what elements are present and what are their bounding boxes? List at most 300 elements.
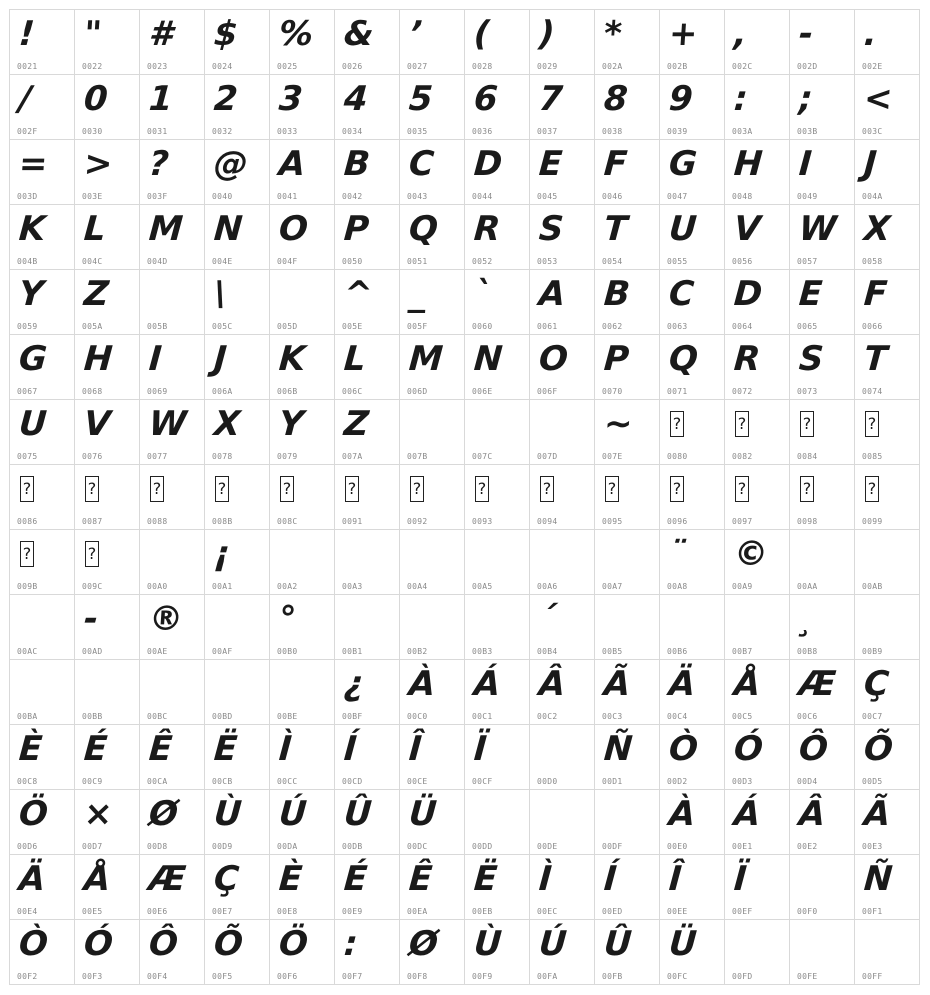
glyph-char: R xyxy=(472,209,502,249)
glyph-char: P xyxy=(602,339,631,379)
glyph-codepoint: 00E6 xyxy=(147,907,168,916)
glyph-cell xyxy=(205,140,270,205)
glyph-cell xyxy=(725,725,790,790)
missing-glyph-box xyxy=(85,469,99,509)
glyph-char: O xyxy=(277,209,310,249)
glyph-codepoint: 00AA xyxy=(797,582,818,591)
glyph-cell xyxy=(335,400,400,465)
glyph-codepoint: 0051 xyxy=(407,257,428,266)
glyph-char: Ö xyxy=(17,794,50,834)
glyph-cell xyxy=(660,790,725,855)
glyph-codepoint: 0064 xyxy=(732,322,753,331)
glyph-cell xyxy=(400,205,465,270)
glyph-char: V xyxy=(82,404,112,444)
glyph-cell xyxy=(400,140,465,205)
glyph-codepoint: 0067 xyxy=(17,387,38,396)
glyph-cell xyxy=(595,335,660,400)
glyph-char: I xyxy=(147,339,164,379)
glyph-codepoint: 002E xyxy=(862,62,883,71)
glyph-codepoint: 0043 xyxy=(407,192,428,201)
glyph-codepoint: 006C xyxy=(342,387,363,396)
glyph-codepoint: 0068 xyxy=(82,387,103,396)
glyph-cell xyxy=(400,595,465,660)
missing-glyph-box xyxy=(215,469,229,509)
glyph-codepoint: 0088 xyxy=(147,517,168,526)
glyph-codepoint: 00AC xyxy=(17,647,38,656)
glyph-cell xyxy=(530,790,595,855)
glyph-cell xyxy=(660,465,725,530)
glyph-cell xyxy=(10,530,75,595)
glyph-cell xyxy=(10,465,75,530)
glyph-cell xyxy=(465,75,530,140)
glyph-codepoint: 00FD xyxy=(732,972,753,981)
glyph-codepoint: 0039 xyxy=(667,127,688,136)
glyph-codepoint: 0042 xyxy=(342,192,363,201)
glyph-cell xyxy=(205,725,270,790)
glyph-char: 1 xyxy=(147,79,175,119)
glyph-cell xyxy=(855,595,920,660)
glyph-char: ´ xyxy=(537,599,558,639)
glyph-codepoint: 00D4 xyxy=(797,777,818,786)
glyph-char: H xyxy=(732,144,764,184)
glyph-cell xyxy=(10,660,75,725)
glyph-codepoint: 008C xyxy=(277,517,298,526)
glyph-char: M xyxy=(407,339,445,379)
glyph-char: S xyxy=(537,209,565,249)
glyph-cell xyxy=(465,335,530,400)
glyph-cell xyxy=(725,790,790,855)
glyph-cell xyxy=(205,205,270,270)
glyph-char: > xyxy=(82,144,114,184)
glyph-cell xyxy=(270,530,335,595)
missing-glyph-box xyxy=(20,469,34,509)
glyph-char: U xyxy=(667,209,699,249)
glyph-codepoint: 0038 xyxy=(602,127,623,136)
glyph-codepoint: 00B2 xyxy=(407,647,428,656)
glyph-cell xyxy=(660,595,725,660)
glyph-cell xyxy=(10,10,75,75)
glyph-cell xyxy=(335,595,400,660)
glyph-char: T xyxy=(862,339,889,379)
glyph-char: Í xyxy=(342,729,359,769)
glyph-char: ’ xyxy=(407,14,424,54)
glyph-cell xyxy=(660,205,725,270)
glyph-cell xyxy=(205,855,270,920)
glyph-cell xyxy=(465,595,530,660)
glyph-cell xyxy=(790,855,855,920)
glyph-char: Ú xyxy=(277,794,309,834)
glyph-codepoint: 0060 xyxy=(472,322,493,331)
glyph-cell xyxy=(530,530,595,595)
glyph-char: L xyxy=(82,209,108,249)
glyph-cell xyxy=(75,855,140,920)
glyph-codepoint: 00EB xyxy=(472,907,493,916)
glyph-codepoint: 00A3 xyxy=(342,582,363,591)
glyph-codepoint: 0028 xyxy=(472,62,493,71)
glyph-char: 4 xyxy=(342,79,370,119)
glyph-char: P xyxy=(342,209,371,249)
glyph-char: Ã xyxy=(602,664,632,704)
glyph-codepoint: 00FC xyxy=(667,972,688,981)
glyph-cell xyxy=(140,725,205,790)
glyph-codepoint: 00D2 xyxy=(667,777,688,786)
glyph-cell xyxy=(595,530,660,595)
glyph-char: ¿ xyxy=(342,664,366,704)
glyph-cell xyxy=(790,205,855,270)
glyph-char: © xyxy=(732,534,770,574)
glyph-cell xyxy=(465,270,530,335)
glyph-codepoint: 0093 xyxy=(472,517,493,526)
glyph-char: + xyxy=(667,14,699,54)
glyph-codepoint: 002C xyxy=(732,62,753,71)
glyph-char: ¡ xyxy=(212,534,231,574)
glyph-char: - xyxy=(82,599,100,639)
glyph-cell xyxy=(790,10,855,75)
glyph-codepoint: 005E xyxy=(342,322,363,331)
glyph-char: Ô xyxy=(147,924,180,964)
glyph-cell xyxy=(790,660,855,725)
glyph-codepoint: 005F xyxy=(407,322,428,331)
glyph-codepoint: 00C7 xyxy=(862,712,883,721)
glyph-char: ? xyxy=(147,144,171,184)
glyph-codepoint: 006F xyxy=(537,387,558,396)
glyph-codepoint: 006D xyxy=(407,387,428,396)
glyph-char: N xyxy=(472,339,504,379)
glyph-cell xyxy=(270,75,335,140)
glyph-cell xyxy=(595,920,660,985)
glyph-codepoint: 00C3 xyxy=(602,712,623,721)
glyph-codepoint: 003C xyxy=(862,127,883,136)
glyph-cell xyxy=(205,400,270,465)
glyph-cell xyxy=(530,140,595,205)
glyph-codepoint: 0094 xyxy=(537,517,558,526)
glyph-char: Q xyxy=(407,209,440,249)
glyph-cell xyxy=(595,140,660,205)
glyph-codepoint: 00A5 xyxy=(472,582,493,591)
glyph-char: J xyxy=(212,339,229,379)
glyph-codepoint: 00B4 xyxy=(537,647,558,656)
glyph-cell xyxy=(595,205,660,270)
missing-glyph-box xyxy=(475,469,489,509)
glyph-codepoint: 00C2 xyxy=(537,712,558,721)
glyph-char: N xyxy=(212,209,244,249)
glyph-codepoint: 00D9 xyxy=(212,842,233,851)
glyph-cell xyxy=(140,920,205,985)
glyph-codepoint: 00ED xyxy=(602,907,623,916)
missing-glyph-box xyxy=(150,469,164,509)
glyph-char: < xyxy=(862,79,894,119)
glyph-codepoint: 003F xyxy=(147,192,168,201)
glyph-cell xyxy=(400,725,465,790)
glyph-char: Ì xyxy=(277,729,294,769)
glyph-char: B xyxy=(342,144,372,184)
glyph-codepoint: 00CC xyxy=(277,777,298,786)
glyph-char: _ xyxy=(407,274,428,314)
glyph-char: : xyxy=(732,79,750,119)
glyph-codepoint: 0087 xyxy=(82,517,103,526)
glyph-char: Ê xyxy=(147,729,174,769)
glyph-codepoint: 0061 xyxy=(537,322,558,331)
glyph-codepoint: 005D xyxy=(277,322,298,331)
glyph-codepoint: 00D1 xyxy=(602,777,623,786)
glyph-cell xyxy=(335,530,400,595)
glyph-char: Q xyxy=(667,339,700,379)
glyph-codepoint: 0048 xyxy=(732,192,753,201)
glyph-codepoint: 00E7 xyxy=(212,907,233,916)
glyph-codepoint: 0024 xyxy=(212,62,233,71)
glyph-char: Å xyxy=(732,664,762,704)
glyph-codepoint: 0095 xyxy=(602,517,623,526)
glyph-cell xyxy=(855,465,920,530)
glyph-char: Ä xyxy=(17,859,47,899)
glyph-codepoint: 0099 xyxy=(862,517,883,526)
missing-glyph-box xyxy=(540,469,554,509)
glyph-char: L xyxy=(342,339,368,379)
glyph-codepoint: 00C1 xyxy=(472,712,493,721)
glyph-cell xyxy=(725,530,790,595)
glyph-char: C xyxy=(667,274,696,314)
glyph-cell xyxy=(530,660,595,725)
glyph-codepoint: 00F8 xyxy=(407,972,428,981)
glyph-cell xyxy=(205,270,270,335)
glyph-char: Ò xyxy=(17,924,50,964)
glyph-char: Î xyxy=(667,859,684,899)
glyph-cell xyxy=(660,530,725,595)
glyph-cell xyxy=(465,920,530,985)
glyph-char: À xyxy=(667,794,697,834)
glyph-codepoint: 00B1 xyxy=(342,647,363,656)
glyph-cell xyxy=(725,75,790,140)
glyph-char: Ù xyxy=(472,924,504,964)
glyph-cell xyxy=(400,270,465,335)
glyph-codepoint: 0065 xyxy=(797,322,818,331)
glyph-cell xyxy=(855,400,920,465)
glyph-codepoint: 00D5 xyxy=(862,777,883,786)
glyph-codepoint: 00CF xyxy=(472,777,493,786)
glyph-char: ® xyxy=(147,599,185,639)
glyph-char: 2 xyxy=(212,79,240,119)
glyph-char: J xyxy=(862,144,879,184)
glyph-codepoint: 006A xyxy=(212,387,233,396)
glyph-cell xyxy=(140,790,205,855)
glyph-cell xyxy=(205,790,270,855)
glyph-char: Y xyxy=(17,274,46,314)
glyph-char: ` xyxy=(472,274,493,314)
glyph-cell xyxy=(140,400,205,465)
glyph-char: T xyxy=(602,209,629,249)
glyph-cell xyxy=(660,10,725,75)
glyph-char: K xyxy=(277,339,307,379)
glyph-codepoint: 0053 xyxy=(537,257,558,266)
glyph-char: Ì xyxy=(537,859,554,899)
glyph-cell xyxy=(790,790,855,855)
glyph-char: 9 xyxy=(667,79,695,119)
glyph-cell xyxy=(335,75,400,140)
glyph-codepoint: 00F5 xyxy=(212,972,233,981)
glyph-codepoint: 00F4 xyxy=(147,972,168,981)
glyph-cell xyxy=(140,855,205,920)
glyph-cell xyxy=(725,270,790,335)
glyph-codepoint: 002F xyxy=(17,127,38,136)
glyph-codepoint: 00BC xyxy=(147,712,168,721)
glyph-char: ¨ xyxy=(667,534,688,574)
glyph-codepoint: 00F7 xyxy=(342,972,363,981)
glyph-cell xyxy=(10,335,75,400)
glyph-cell xyxy=(855,660,920,725)
glyph-cell xyxy=(270,920,335,985)
glyph-codepoint: 0040 xyxy=(212,192,233,201)
glyph-codepoint: 00E8 xyxy=(277,907,298,916)
glyph-cell xyxy=(465,725,530,790)
glyph-char: Ç xyxy=(212,859,241,899)
glyph-char: I xyxy=(797,144,814,184)
glyph-codepoint: 00D0 xyxy=(537,777,558,786)
glyph-codepoint: 004A xyxy=(862,192,883,201)
glyph-codepoint: 0052 xyxy=(472,257,493,266)
glyph-cell xyxy=(270,400,335,465)
glyph-codepoint: 00EF xyxy=(732,907,753,916)
glyph-codepoint: 0046 xyxy=(602,192,623,201)
glyph-cell xyxy=(725,660,790,725)
glyph-codepoint: 004C xyxy=(82,257,103,266)
glyph-codepoint: 005B xyxy=(147,322,168,331)
glyph-char: ! xyxy=(17,14,36,54)
glyph-char: @ xyxy=(212,144,250,184)
glyph-codepoint: 0054 xyxy=(602,257,623,266)
glyph-cell xyxy=(790,530,855,595)
glyph-codepoint: 0025 xyxy=(277,62,298,71)
glyph-char: Ó xyxy=(82,924,115,964)
glyph-cell xyxy=(530,10,595,75)
glyph-cell xyxy=(270,270,335,335)
glyph-cell xyxy=(75,140,140,205)
glyph-codepoint: 00E4 xyxy=(17,907,38,916)
glyph-codepoint: 00E2 xyxy=(797,842,818,851)
glyph-cell xyxy=(855,75,920,140)
glyph-cell xyxy=(530,595,595,660)
missing-glyph-box xyxy=(865,404,879,444)
glyph-codepoint: 004E xyxy=(212,257,233,266)
glyph-cell xyxy=(140,530,205,595)
glyph-codepoint: 00DF xyxy=(602,842,623,851)
glyph-cell xyxy=(270,725,335,790)
glyph-char: 0 xyxy=(82,79,110,119)
glyph-char: = xyxy=(17,144,49,184)
glyph-cell xyxy=(595,465,660,530)
glyph-codepoint: 00C4 xyxy=(667,712,688,721)
glyph-codepoint: 00EC xyxy=(537,907,558,916)
glyph-cell xyxy=(790,270,855,335)
glyph-cell xyxy=(270,595,335,660)
glyph-char: S xyxy=(797,339,825,379)
glyph-codepoint: 0072 xyxy=(732,387,753,396)
missing-glyph-box xyxy=(735,404,749,444)
glyph-codepoint: 00EE xyxy=(667,907,688,916)
glyph-codepoint: 00F1 xyxy=(862,907,883,916)
glyph-char: M xyxy=(147,209,185,249)
glyph-cell xyxy=(595,400,660,465)
glyph-codepoint: 00DB xyxy=(342,842,363,851)
glyph-codepoint: 005A xyxy=(82,322,103,331)
glyph-codepoint: 0030 xyxy=(82,127,103,136)
glyph-codepoint: 006B xyxy=(277,387,298,396)
glyph-cell xyxy=(855,335,920,400)
glyph-cell xyxy=(205,335,270,400)
glyph-char: Ñ xyxy=(862,859,894,899)
glyph-codepoint: 00B9 xyxy=(862,647,883,656)
glyph-cell xyxy=(10,400,75,465)
glyph-codepoint: 00C9 xyxy=(82,777,103,786)
glyph-codepoint: 00A8 xyxy=(667,582,688,591)
glyph-cell xyxy=(140,140,205,205)
glyph-codepoint: 00A9 xyxy=(732,582,753,591)
glyph-codepoint: 0071 xyxy=(667,387,688,396)
glyph-cell xyxy=(75,270,140,335)
glyph-char: Û xyxy=(602,924,634,964)
glyph-codepoint: 006E xyxy=(472,387,493,396)
glyph-cell xyxy=(530,465,595,530)
glyph-char: Õ xyxy=(212,924,245,964)
glyph-cell xyxy=(465,660,530,725)
glyph-codepoint: 0059 xyxy=(17,322,38,331)
glyph-cell xyxy=(660,75,725,140)
glyph-cell xyxy=(595,75,660,140)
glyph-cell xyxy=(335,335,400,400)
glyph-char: F xyxy=(862,274,889,314)
glyph-codepoint: 00E9 xyxy=(342,907,363,916)
glyph-char: % xyxy=(277,14,315,54)
glyph-char: Ò xyxy=(667,729,700,769)
glyph-codepoint: 00BA xyxy=(17,712,38,721)
glyph-codepoint: 007C xyxy=(472,452,493,461)
glyph-char: : xyxy=(342,924,360,964)
glyph-cell xyxy=(335,140,400,205)
glyph-cell xyxy=(335,725,400,790)
glyph-codepoint: 007B xyxy=(407,452,428,461)
glyph-codepoint: 00A0 xyxy=(147,582,168,591)
glyph-cell xyxy=(660,660,725,725)
glyph-char: D xyxy=(732,274,764,314)
glyph-cell xyxy=(660,270,725,335)
glyph-codepoint: 00CD xyxy=(342,777,363,786)
glyph-cell xyxy=(270,855,335,920)
glyph-codepoint: 0036 xyxy=(472,127,493,136)
glyph-cell xyxy=(790,920,855,985)
missing-glyph-box xyxy=(800,404,814,444)
glyph-codepoint: 00DD xyxy=(472,842,493,851)
glyph-codepoint: 0032 xyxy=(212,127,233,136)
missing-glyph-box xyxy=(605,469,619,509)
glyph-char: V xyxy=(732,209,762,249)
glyph-codepoint: 003B xyxy=(797,127,818,136)
glyph-cell xyxy=(270,140,335,205)
glyph-cell xyxy=(400,530,465,595)
glyph-codepoint: 00B7 xyxy=(732,647,753,656)
glyph-char: 5 xyxy=(407,79,435,119)
glyph-cell xyxy=(140,335,205,400)
glyph-char: Í xyxy=(602,859,619,899)
glyph-cell xyxy=(465,855,530,920)
glyph-char: À xyxy=(407,664,437,704)
glyph-cell xyxy=(855,790,920,855)
glyph-codepoint: 00A4 xyxy=(407,582,428,591)
glyph-cell xyxy=(140,10,205,75)
glyph-cell xyxy=(75,10,140,75)
glyph-codepoint: 00E1 xyxy=(732,842,753,851)
glyph-char: ¸ xyxy=(797,599,818,639)
glyph-codepoint: 0077 xyxy=(147,452,168,461)
glyph-codepoint: 00E3 xyxy=(862,842,883,851)
